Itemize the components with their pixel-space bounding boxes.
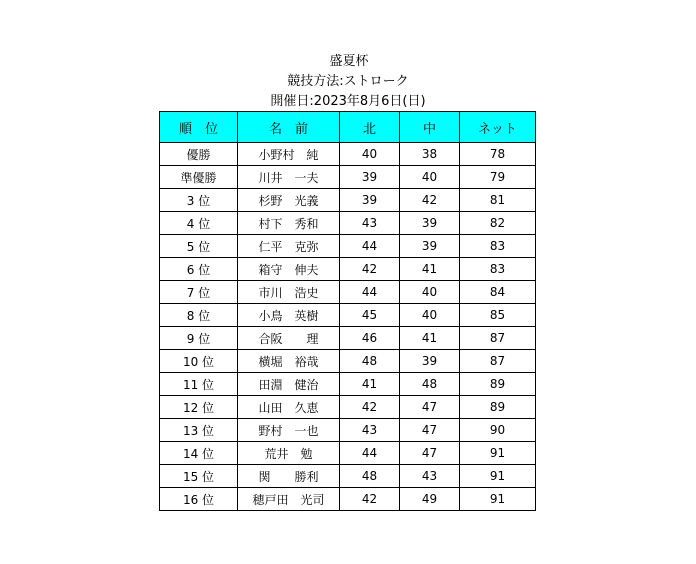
cell-north: 43 (340, 419, 400, 442)
table-row (160, 281, 536, 304)
cell-rank: 14 位 (160, 442, 238, 465)
cell-name: 小野村 純 (238, 143, 340, 166)
cell-middle: 40 (400, 166, 460, 189)
competition-method: 競技方法:ストローク (287, 74, 409, 89)
table-row (160, 442, 536, 465)
cell-name: 田淵 健治 (238, 373, 340, 396)
table-row (160, 373, 536, 396)
cell-net: 81 (460, 189, 536, 212)
cell-middle: 41 (400, 258, 460, 281)
header-middle: 中 (400, 112, 460, 143)
cell-name: 市川 浩史 (238, 281, 340, 304)
cell-north: 43 (340, 212, 400, 235)
cell-middle: 48 (400, 373, 460, 396)
event-date: 開催日:2023年8月6日(日) (270, 94, 426, 109)
cell-rank: 7 位 (160, 281, 238, 304)
cell-rank: 3 位 (160, 189, 238, 212)
cell-rank: 10 位 (160, 350, 238, 373)
title-block (0, 52, 696, 112)
cell-name: 箱守 伸夫 (238, 258, 340, 281)
cell-net: 89 (460, 396, 536, 419)
cell-north: 41 (340, 373, 400, 396)
cell-net: 85 (460, 304, 536, 327)
cell-net: 90 (460, 419, 536, 442)
cell-rank: 準優勝 (160, 166, 238, 189)
table-row (160, 419, 536, 442)
cell-name: 杉野 光義 (238, 189, 340, 212)
cell-rank: 13 位 (160, 419, 238, 442)
cell-net: 84 (460, 281, 536, 304)
cell-rank: 4 位 (160, 212, 238, 235)
cell-middle: 38 (400, 143, 460, 166)
table-row (160, 327, 536, 350)
table-row (160, 350, 536, 373)
table-row (160, 235, 536, 258)
cell-middle: 43 (400, 465, 460, 488)
cell-net: 89 (460, 373, 536, 396)
cell-rank: 9 位 (160, 327, 238, 350)
cell-rank: 優勝 (160, 143, 238, 166)
table-row (160, 212, 536, 235)
table-row (160, 258, 536, 281)
header-net: ネット (460, 112, 536, 143)
cell-north: 45 (340, 304, 400, 327)
cell-rank: 12 位 (160, 396, 238, 419)
cell-rank: 15 位 (160, 465, 238, 488)
cell-middle: 47 (400, 396, 460, 419)
cell-north: 44 (340, 281, 400, 304)
cell-north: 46 (340, 327, 400, 350)
table-row (160, 488, 536, 511)
table-row (160, 189, 536, 212)
cell-name: 穂戸田 光司 (238, 488, 340, 511)
cell-rank: 5 位 (160, 235, 238, 258)
cell-name: 小鳥 英樹 (238, 304, 340, 327)
cell-north: 42 (340, 396, 400, 419)
cell-rank: 16 位 (160, 488, 238, 511)
cell-name: 仁平 克弥 (238, 235, 340, 258)
cell-north: 39 (340, 189, 400, 212)
cell-name: 合阪 理 (238, 327, 340, 350)
cell-middle: 41 (400, 327, 460, 350)
cell-north: 44 (340, 442, 400, 465)
cell-middle: 40 (400, 304, 460, 327)
cell-middle: 42 (400, 189, 460, 212)
cell-net: 83 (460, 258, 536, 281)
table-row (160, 465, 536, 488)
cell-north: 42 (340, 258, 400, 281)
cell-rank: 11 位 (160, 373, 238, 396)
cell-middle: 47 (400, 419, 460, 442)
header-rank: 順 位 (160, 112, 238, 143)
cell-rank: 8 位 (160, 304, 238, 327)
page-title: 盛夏杯 (329, 54, 369, 69)
table-row (160, 166, 536, 189)
cell-north: 48 (340, 350, 400, 373)
table-row (160, 396, 536, 419)
cell-name: 村下 秀和 (238, 212, 340, 235)
cell-middle: 47 (400, 442, 460, 465)
cell-north: 42 (340, 488, 400, 511)
cell-north: 44 (340, 235, 400, 258)
cell-name: 横堀 裕哉 (238, 350, 340, 373)
cell-name: 荒井 勉 (238, 442, 340, 465)
cell-north: 48 (340, 465, 400, 488)
cell-rank: 6 位 (160, 258, 238, 281)
cell-net: 83 (460, 235, 536, 258)
cell-net: 87 (460, 327, 536, 350)
cell-middle: 49 (400, 488, 460, 511)
cell-middle: 39 (400, 350, 460, 373)
cell-net: 91 (460, 488, 536, 511)
header-name: 名 前 (238, 112, 340, 143)
cell-net: 82 (460, 212, 536, 235)
header-row (160, 112, 536, 143)
header-north: 北 (340, 112, 400, 143)
cell-name: 野村 一也 (238, 419, 340, 442)
cell-middle: 39 (400, 212, 460, 235)
results-table (159, 111, 536, 511)
cell-net: 78 (460, 143, 536, 166)
table-row (160, 304, 536, 327)
cell-north: 39 (340, 166, 400, 189)
cell-net: 91 (460, 442, 536, 465)
cell-north: 40 (340, 143, 400, 166)
cell-net: 79 (460, 166, 536, 189)
table-row (160, 143, 536, 166)
cell-middle: 40 (400, 281, 460, 304)
cell-name: 関 勝利 (238, 465, 340, 488)
cell-name: 山田 久恵 (238, 396, 340, 419)
cell-name: 川井 一夫 (238, 166, 340, 189)
cell-net: 91 (460, 465, 536, 488)
cell-middle: 39 (400, 235, 460, 258)
cell-net: 87 (460, 350, 536, 373)
